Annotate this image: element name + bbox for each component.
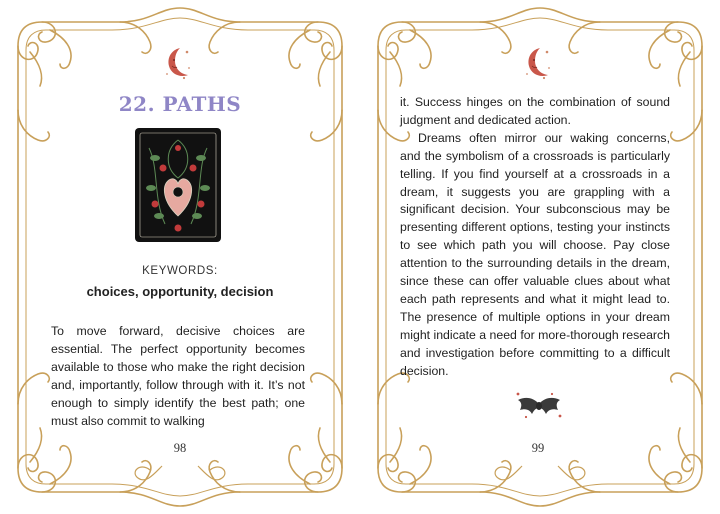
keywords: choices, opportunity, decision	[86, 284, 274, 299]
paragraph: it. Success hinges on the combination of sound judgment and dedicated action.	[400, 95, 670, 127]
crescent-moon-icon	[523, 44, 553, 80]
body-text	[51, 323, 305, 430]
paragraph: Dreams often mirror our waking concerns, and the symbolism of a crossroads is particularly telling. If you find yourself at a crossroads in a dream, it suggests you are grappling with a significant decision. Your subconscious may be presenting different options, testing your instincts to see which path you will choose. Pay close attention to the surrounding details in the dream, since these can offer valuable clues about what each path represents and what it might lead to. The presence of multiple options in your dream might indicate a need for more-thorough research and investigation before committing to a difficult decision.	[400, 130, 670, 378]
page-number: 98	[173, 441, 187, 455]
right-page	[360, 0, 720, 514]
paths-tarot-card	[135, 128, 221, 242]
card-title: 22. PATHS	[118, 92, 242, 116]
body-text	[400, 94, 670, 381]
keywords-label: KEYWORDS:	[142, 265, 218, 277]
paragraph: To move forward, decisive choices are essential. The perfect opportunity becomes available to those who make the right decision and, importantly, follow through with it. It’s not enough to simply identify the best path; one must also commit to walking	[51, 324, 305, 428]
bat-icon	[510, 390, 568, 420]
page-number: 99	[531, 441, 545, 455]
crescent-moon-icon	[163, 44, 193, 80]
